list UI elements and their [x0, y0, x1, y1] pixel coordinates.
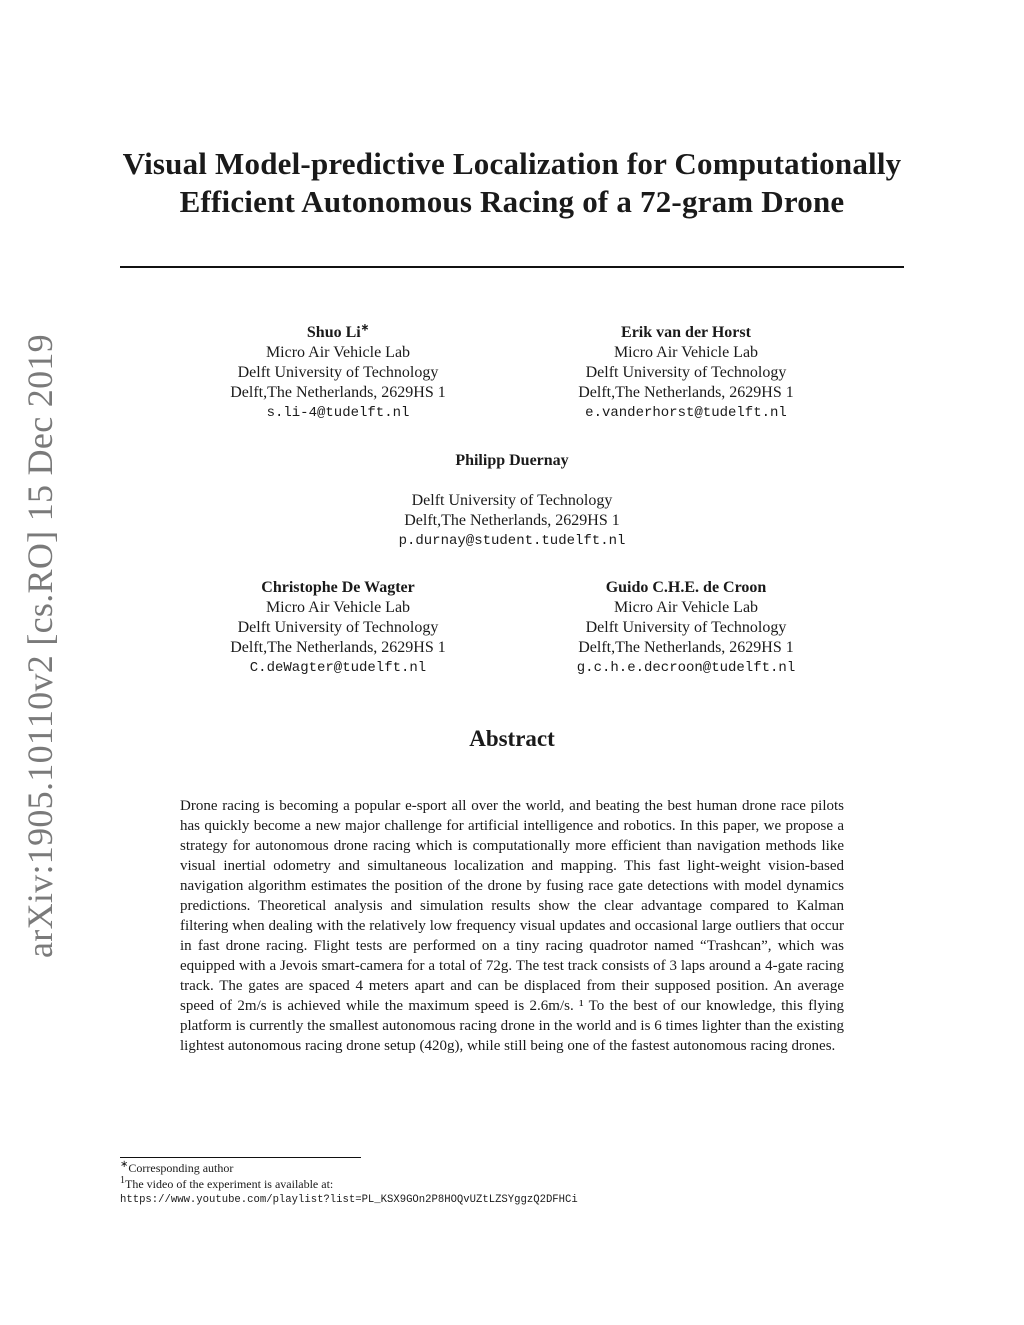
author-lab: Micro Air Vehicle Lab	[613, 599, 759, 616]
author-address: Delft,The Netherlands, 2629HS 1	[578, 639, 794, 656]
author-block-erik-van-der-horst	[536, 323, 836, 423]
author-name: Christophe De Wagter	[261, 579, 415, 596]
author-blank-line	[362, 471, 662, 491]
author-email[interactable]: p.durnay@student.tudelft.nl	[398, 533, 626, 549]
author-address: Delft,The Netherlands, 2629HS 1	[578, 384, 794, 401]
author-lab: Micro Air Vehicle Lab	[265, 599, 411, 616]
footnote-video	[120, 1177, 333, 1192]
abstract-body: Drone racing is becoming a popular e-sport all over the world, and beating the best human drone race pilots has quickly become a new major challenge for artificial intelligence and robotics. In this paper, we propose a strategy for autonomous drone racing which is computationally more efficient than navigation methods like visual inertial odometry and simultaneous localization and mapping. This fast light-weight vision-based navigation algorithm estimates the position of the drone by fusing race gate detections with model dynamics predictions. Theoretical analysis and simulation results show the clear advantage compared to Kalman filtering when dealing with the relatively low frequency visual updates and occasional large outliers that occur in fast drone racing. Flight tests are performed on a tiny racing quadrotor named “Trashcan”, which was equipped with a Jevois smart-camera for a total of 72g. The test track consists of 3 laps around a 4-gate racing track. The gates are spaced 4 meters apart and can be displaced from their supposed position. An average speed of 2m/s is achieved while the maximum speed is 2.6m/s. ¹ To the best of our knowledge, this flying platform is currently the smallest autonomous racing drone in the world and is 6 times lighter than the existing lightest autonomous racing drone setup (420g), while still being one of the fastest autonomous racing drones.	[180, 798, 844, 1054]
arxiv-stamp-text: arXiv:1905.10110v2 [cs.RO] 15 Dec 2019	[20, 334, 60, 958]
author-email[interactable]: C.deWagter@tudelft.nl	[249, 660, 427, 676]
author-university: Delft University of Technology	[411, 492, 613, 509]
author-email[interactable]: g.c.h.e.decroon@tudelft.nl	[576, 660, 796, 676]
footnote-corresponding	[120, 1161, 233, 1176]
author-university: Delft University of Technology	[237, 364, 439, 381]
author-block-christophe-de-wagter	[188, 578, 488, 678]
paper-title: Visual Model-predictive Localization for Computationally Efficient Autonomous Racing of a 72-gram Drone	[122, 146, 902, 219]
author-university: Delft University of Technology	[585, 364, 787, 381]
author-email[interactable]: s.li-4@tudelft.nl	[266, 405, 410, 421]
author-address: Delft,The Netherlands, 2629HS 1	[404, 512, 620, 529]
author-name: Shuo Li∗	[306, 322, 370, 341]
author-block-guido-de-croon	[536, 578, 836, 678]
author-name: Philipp Duernay	[455, 452, 569, 469]
author-block-philipp-duernay	[362, 451, 662, 551]
footnote-rule	[120, 1157, 361, 1158]
footnote-mark: 1	[120, 1175, 125, 1186]
author-lab: Micro Air Vehicle Lab	[613, 344, 759, 361]
corresponding-mark: ∗	[360, 322, 370, 334]
arxiv-stamp	[14, 334, 66, 958]
author-lab: Micro Air Vehicle Lab	[265, 344, 411, 361]
author-university: Delft University of Technology	[585, 619, 787, 636]
author-address: Delft,The Netherlands, 2629HS 1	[230, 639, 446, 656]
footnote-text: The video of the experiment is available at:	[125, 1177, 334, 1191]
author-name: Guido C.H.E. de Croon	[605, 579, 767, 596]
author-email[interactable]: e.vanderhorst@tudelft.nl	[585, 405, 787, 421]
author-university: Delft University of Technology	[237, 619, 439, 636]
author-address: Delft,The Netherlands, 2629HS 1	[230, 384, 446, 401]
author-name: Erik van der Horst	[621, 324, 751, 341]
footnote-mark: ∗	[120, 1159, 129, 1170]
footnote-text: Corresponding author	[128, 1161, 234, 1175]
abstract-heading: Abstract	[469, 726, 555, 751]
video-url-link[interactable]: https://www.youtube.com/playlist?list=PL_KSX9GOn2P8HOQvUZtLZSYggzQ2DFHCi	[120, 1194, 578, 1206]
title-rule	[120, 266, 904, 268]
author-block-shuo-li	[188, 323, 488, 423]
